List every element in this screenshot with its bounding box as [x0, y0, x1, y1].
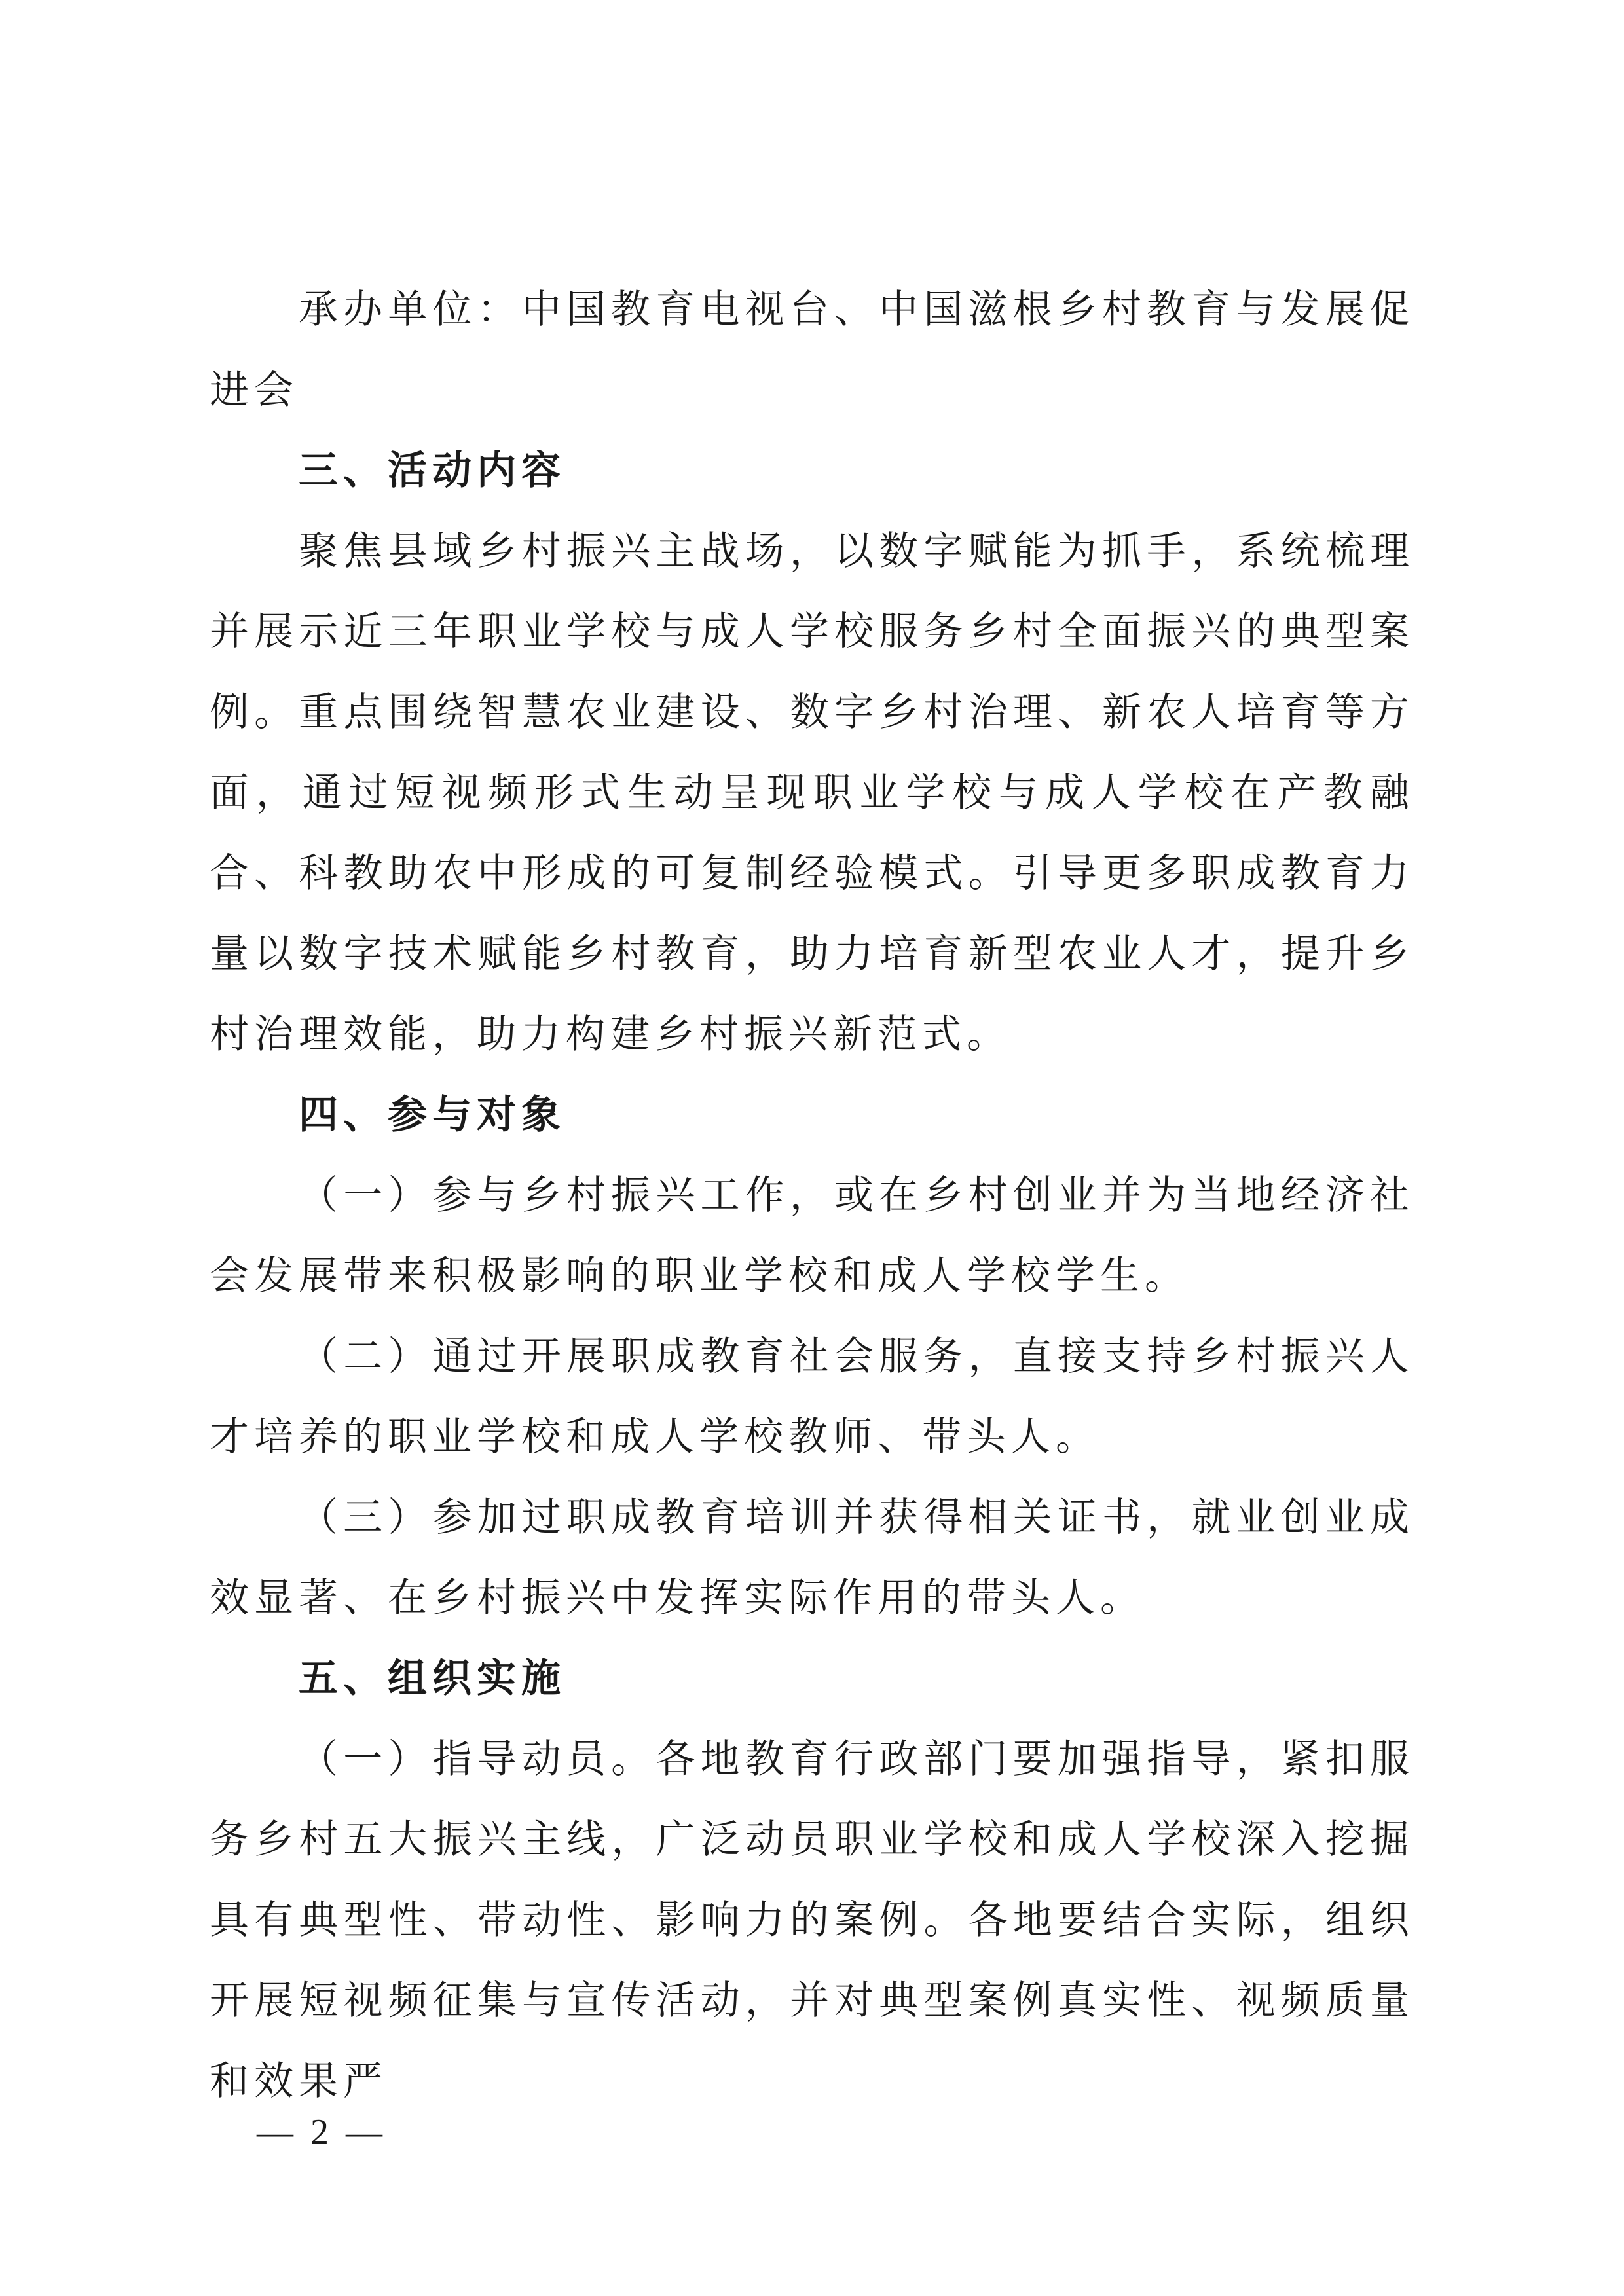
section-3-heading: 三、活动内容 — [299, 448, 566, 494]
page-number: — 2 — — [257, 2112, 386, 2153]
section-4-item-3: （三）参加过职成教育培训并获得相关证书，就业创业成效显著、在乡村振兴中发挥实际作用的带头人。 — [210, 1495, 1414, 1621]
organizer-paragraph: 承办单位：中国教育电视台、中国滋根乡村教育与发展促进会 — [210, 287, 1414, 413]
section-4-item-2: （二）通过开展职成教育社会服务，直接支持乡村振兴人才培养的职业学校和成人学校教师、带头人。 — [210, 1334, 1414, 1460]
section-3-body: 聚焦县域乡村振兴主战场，以数字赋能为抓手，系统梳理并展示近三年职业学校与成人学校服务乡村全面振兴的典型案例。重点围绕智慧农业建设、数字乡村治理、新农人培育等方面，通过短视频形式生动呈现职业学校与成人学校在产教融合、科教助农中形成的可复制经验模式。引导更多职成教育力量以数字技术赋能乡村教育，助力培育新型农业人才，提升乡村治理效能，助力构建乡村振兴新范式。 — [210, 528, 1414, 1057]
section-5-heading: 五、组织实施 — [299, 1656, 566, 1702]
section-5-item-1: （一）指导动员。各地教育行政部门要加强指导，紧扣服务乡村五大振兴主线，广泛动员职业学校和成人学校深入挖掘具有典型性、带动性、影响力的案例。各地要结合实际，组织开展短视频征集与宣传活动，并对典型案例真实性、视频质量和效果严 — [210, 1736, 1414, 2104]
document-body — [210, 270, 1414, 2122]
section-4-heading: 四、参与对象 — [299, 1092, 566, 1138]
section-4-item-1: （一）参与乡村振兴工作，或在乡村创业并为当地经济社会发展带来积极影响的职业学校和成人学校学生。 — [210, 1173, 1414, 1299]
